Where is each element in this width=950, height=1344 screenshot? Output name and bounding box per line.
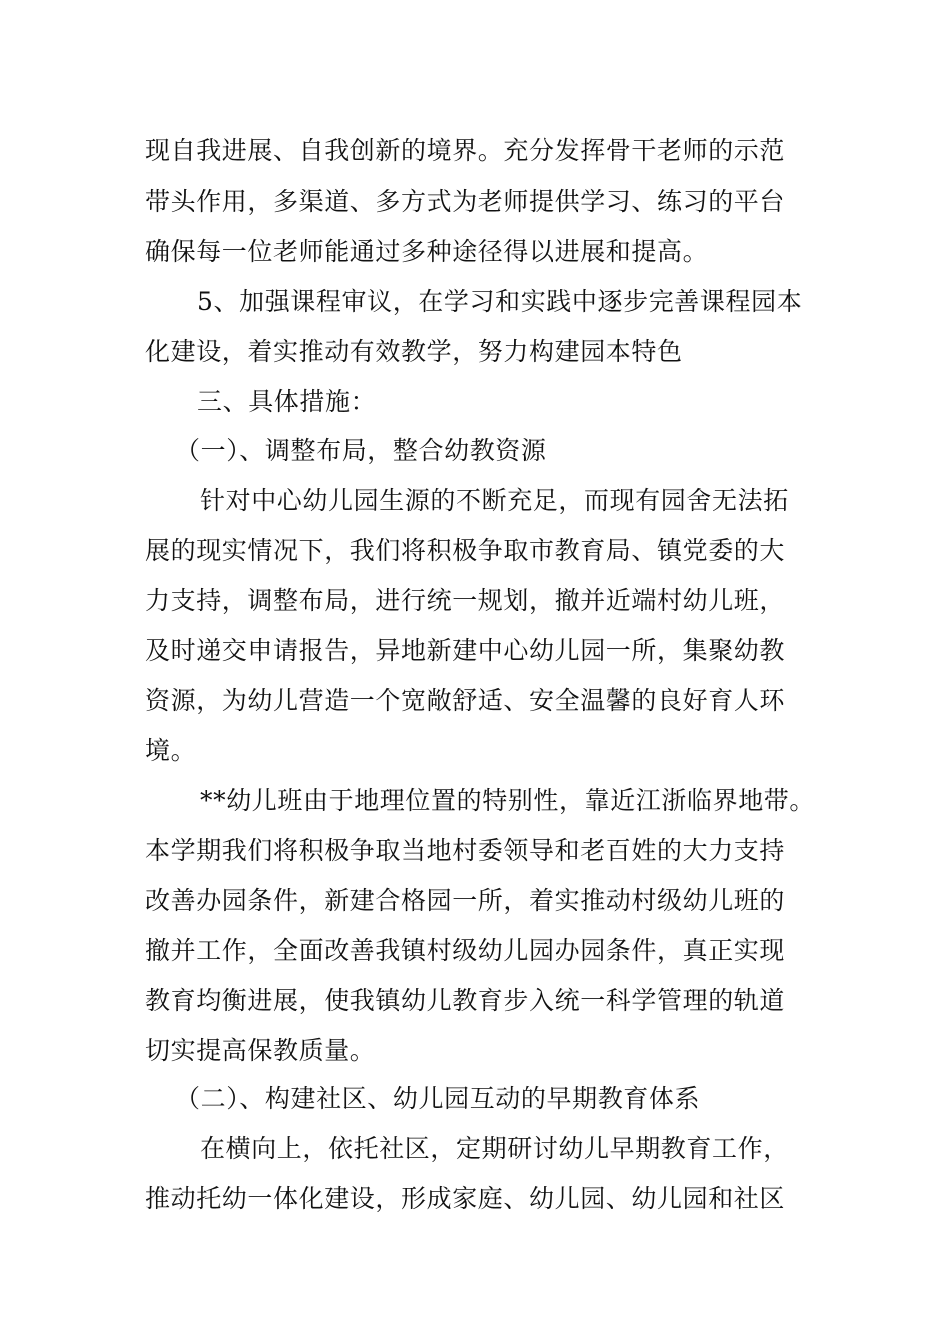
text-line: 资源，为幼儿营造一个宽敞舒适、安全温馨的良好育人环 (145, 686, 786, 715)
text-line: 改善办园条件，新建合格园一所，着实推动村级幼儿班的 (145, 886, 786, 915)
text-line: 推动托幼一体化建设，形成家庭、幼儿园、幼儿园和社区 (145, 1184, 786, 1213)
subsection-heading-2: （二）、构建社区、幼儿园互动的早期教育体系 (175, 1084, 701, 1113)
text-line: 切实提高保教质量。 (145, 1036, 376, 1065)
text-line: 本学期我们将积极争取当地村委领导和老百姓的大力支持 (145, 836, 786, 865)
text-line: 在横向上，依托社区，定期研讨幼儿早期教育工作， (200, 1134, 789, 1163)
text-line: 确保每一位老师能通过多种途径得以进展和提高。 (145, 237, 709, 266)
text-line: 及时递交申请报告，异地新建中心幼儿园一所，集聚幼教 (145, 636, 786, 665)
section-heading: 三、具体措施： (197, 387, 377, 416)
text-line: 撤并工作，全面改善我镇村级幼儿园办园条件，真正实现 (145, 936, 786, 965)
text-line: 境。 (145, 736, 197, 765)
text-line: 带头作用，多渠道、多方式为老师提供学习、练习的平台 (145, 187, 786, 216)
text-line: 展的现实情况下，我们将积极争取市教育局、镇党委的大 (145, 536, 786, 565)
text-line: 现自我进展、自我创新的境界。充分发挥骨干老师的示范 (145, 136, 786, 165)
numbered-item-5: 5、加强课程审议，在学习和实践中逐步完善课程园本 (197, 287, 803, 316)
text-line: 针对中心幼儿园生源的不断充足，而现有园舍无法拓 (200, 486, 789, 515)
subsection-heading-1: （一）、调整布局，整合幼教资源 (175, 436, 547, 465)
text-line: 教育均衡进展，使我镇幼儿教育步入统一科学管理的轨道 (145, 986, 786, 1015)
text-line: 力支持，调整布局，进行统一规划，撤并近端村幼儿班， (145, 586, 786, 615)
text-line: **幼儿班由于地理位置的特别性，靠近江浙临界地带。 (200, 786, 816, 815)
text-line: 化建设，着实推动有效教学，努力构建园本特色 (145, 337, 683, 366)
